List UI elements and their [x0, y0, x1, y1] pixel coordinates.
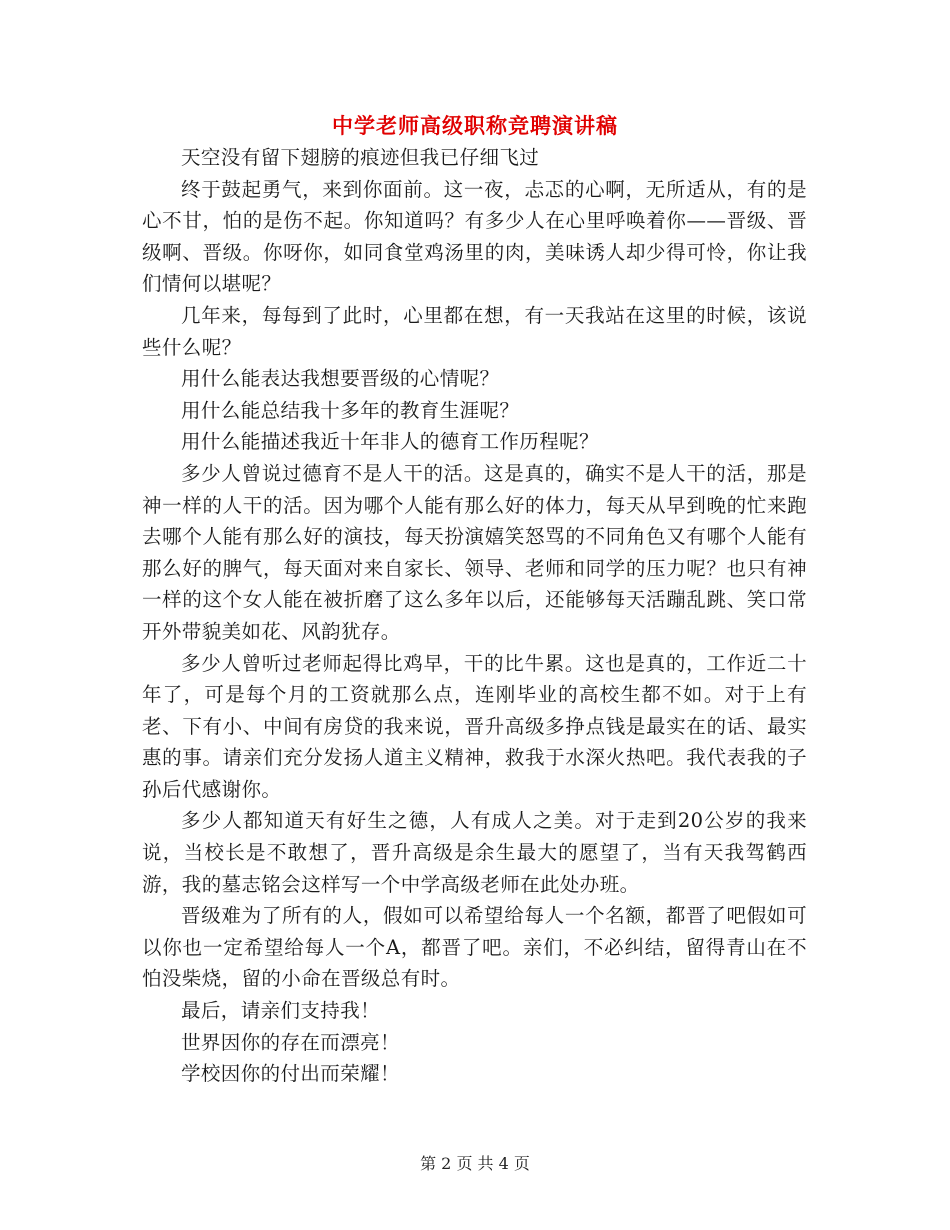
paragraph: 晋级难为了所有的人，假如可以希望给每人一个名额，都晋了吧假如可以你也一定希望给每人一个A，都晋了吧。亲们，不必纠结，留得青山在不怕没柴烧，留的小命在晋级总有时。: [142, 904, 807, 991]
paragraph: 用什么能描述我近十年非人的德育工作历程呢？: [181, 430, 599, 454]
paragraph: 多少人曾听过老师起得比鸡早，干的比牛累。这也是真的，工作近二十年了，可是每个月的工资就那么点，连刚毕业的高校生都不如。对于上有老、下有小、中间有房贷的我来说，晋升高级多挣点钱是最实在的话、最实惠的事。请亲们充分发扬人道主义精神，救我于水深火热吧。我代表我的子孙后代感谢你。: [142, 651, 807, 801]
paragraph: 几年来，每每到了此时，心里都在想，有一天我站在这里的时候，该说些什么呢？: [142, 303, 807, 359]
paragraph: 天空没有留下翅膀的痕迹但我已仔细飞过: [181, 146, 540, 169]
document-body: [142, 142, 807, 1090]
paragraph: 用什么能总结我十多年的教育生涯呢？: [181, 398, 520, 422]
paragraph: 用什么能表达我想要晋级的心情呢？: [181, 367, 500, 391]
paragraph: 多少人曾说过德育不是人干的活。这是真的，确实不是人干的活，那是神一样的人干的活。因为哪个人能有那么好的体力，每天从早到晚的忙来跑去哪个人能有那么好的演技，每天扮演嬉笑怒骂的不同角色又有哪个人能有那么好的脾气，每天面对来自家长、领导、老师和同学的压力呢？也只有神一样的这个女人能在被折磨了这么多年以后，还能够每天活蹦乱跳、笑口常开外带貌美如花、风韵犹存。: [142, 461, 807, 643]
paragraph: 学校因你的付出而荣耀！: [181, 1062, 400, 1086]
paragraph: 多少人都知道天有好生之德，人有成人之美。对于走到20公岁的我来说，当校长是不敢想了，晋升高级是余生最大的愿望了，当有天我驾鹤西游，我的墓志铭会这样写一个中学高级老师在此处办班。: [142, 809, 807, 896]
paragraph: 终于鼓起勇气，来到你面前。这一夜，忐忑的心啊，无所适从，有的是心不甘，怕的是伤不起。你知道吗？有多少人在心里呼唤着你——晋级、晋级啊、晋级。你呀你，如同食堂鸡汤里的肉，美味诱人却少得可怜，你让我们情何以堪呢？: [142, 177, 807, 296]
page-footer: 第 2 页 共 4 页: [420, 1154, 530, 1173]
paragraph: 最后，请亲们支持我！: [181, 999, 381, 1023]
document-title: 中学老师高级职称竞聘演讲稿: [332, 113, 618, 138]
paragraph: 世界因你的存在而漂亮！: [181, 1030, 400, 1054]
